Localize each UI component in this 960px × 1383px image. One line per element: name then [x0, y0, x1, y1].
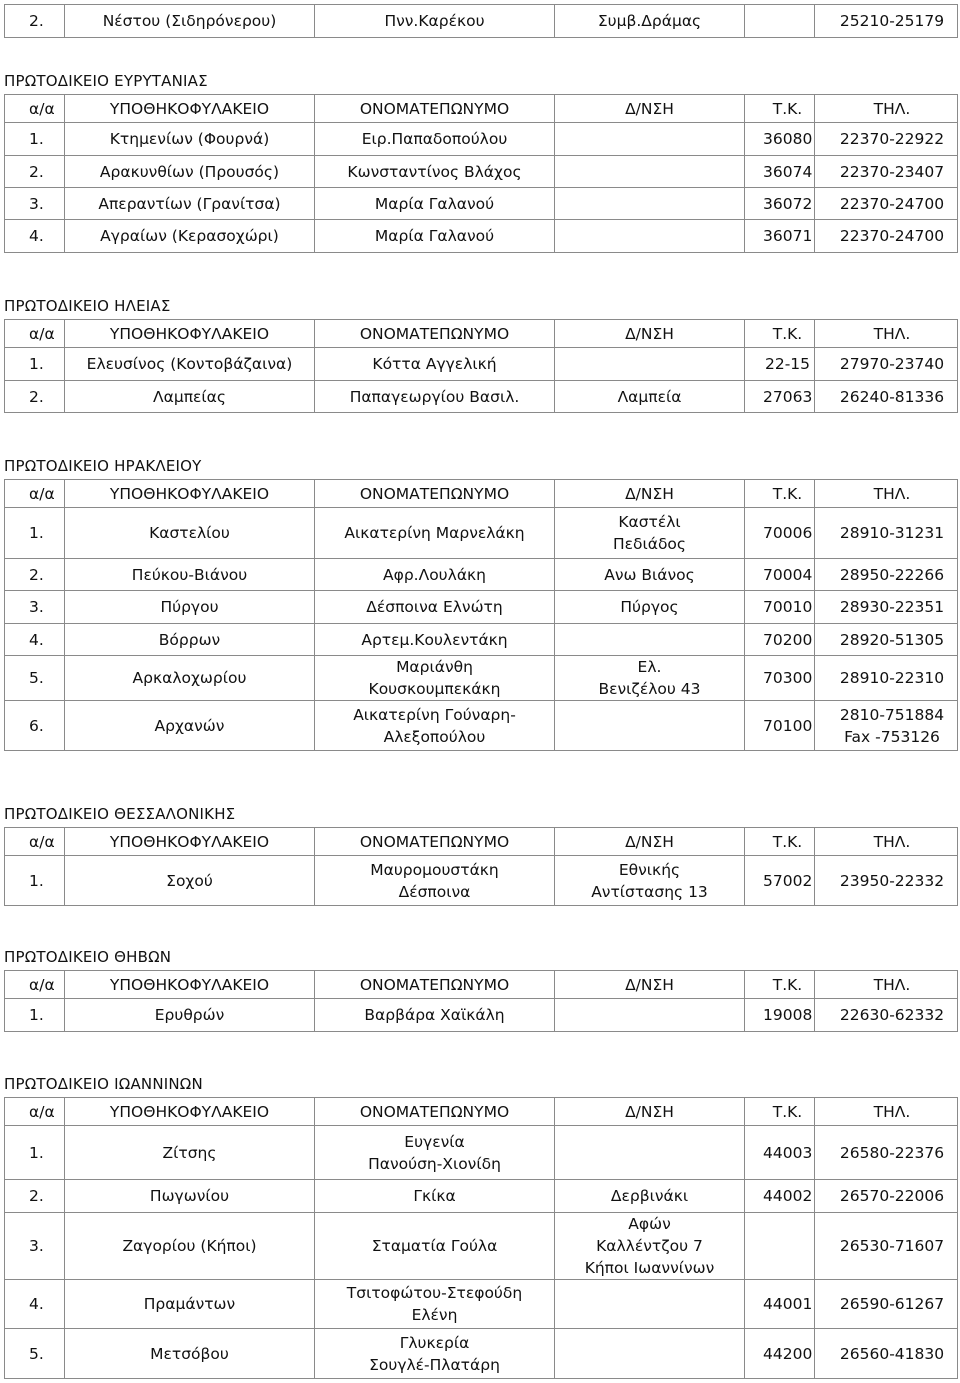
cell-tk: 44002: [745, 1180, 815, 1213]
cell-thl: 2810-751884 Fax -753126: [815, 701, 958, 751]
cell-tk: 70100: [745, 701, 815, 751]
cell-onoma: Μαριάνθη Κουσκουμπεκάκη: [315, 656, 555, 701]
cell-ypoth: Ελευσίνος (Κοντοβάζαινα): [65, 348, 315, 381]
cell-aa: 1.: [5, 123, 65, 156]
table-row: [5, 559, 958, 591]
cell-thl: 28920-51305: [815, 624, 958, 656]
data-table: [4, 1097, 958, 1379]
header-cell-aa: α/α: [5, 971, 65, 999]
cell-dnsh: [555, 123, 745, 156]
header-cell-tk: Τ.Κ.: [745, 320, 815, 348]
cell-tk: 36080: [745, 123, 815, 156]
header-cell-dnsh: Δ/ΝΣΗ: [555, 828, 745, 856]
cell-onoma: Μαυρομουστάκη Δέσποινα: [315, 856, 555, 906]
table-row: [5, 1329, 958, 1379]
cell-onoma: Αικατερίνη Γούναρη- Αλεξοπούλου: [315, 701, 555, 751]
cell-dnsh: Συμβ.Δράμας: [555, 5, 745, 38]
header-cell-tk: Τ.Κ.: [745, 971, 815, 999]
cell-onoma: Σταματία Γούλα: [315, 1213, 555, 1280]
header-cell-onoma: ΟΝΟΜΑΤΕΠΩΝΥΜΟ: [315, 828, 555, 856]
data-table: [4, 827, 958, 906]
header-cell-tk: Τ.Κ.: [745, 828, 815, 856]
cell-aa: 4.: [5, 1280, 65, 1329]
header-row: [5, 1098, 958, 1126]
table-row: [5, 624, 958, 656]
cell-tk: 44003: [745, 1126, 815, 1180]
cell-onoma: Ευγενία Πανούση-Χιονίδη: [315, 1126, 555, 1180]
header-cell-aa: α/α: [5, 1098, 65, 1126]
cell-aa: 3.: [5, 1213, 65, 1280]
cell-dnsh: Πύργος: [555, 591, 745, 624]
cell-aa: 5.: [5, 1329, 65, 1379]
cell-onoma: Ειρ.Παπαδοπούλου: [315, 123, 555, 156]
cell-thl: 22370-22922: [815, 123, 958, 156]
header-cell-dnsh: Δ/ΝΣΗ: [555, 480, 745, 508]
header-row: [5, 828, 958, 856]
data-table: [4, 970, 958, 1032]
cell-tk: 70200: [745, 624, 815, 656]
cell-ypoth: Κτημενίων (Φουρνά): [65, 123, 315, 156]
table-row: [5, 1213, 958, 1280]
table-row: [5, 656, 958, 701]
header-cell-onoma: ΟΝΟΜΑΤΕΠΩΝΥΜΟ: [315, 971, 555, 999]
cell-dnsh: Εθνικής Αντίστασης 13: [555, 856, 745, 906]
header-cell-thl: ΤΗΛ.: [815, 971, 958, 999]
cell-onoma: Μαρία Γαλανού: [315, 220, 555, 253]
table-row: [5, 123, 958, 156]
section-title: ΠΡΩΤΟΔΙΚΕΙΟ ΙΩΑΝΝΙΝΩΝ: [4, 1075, 203, 1093]
table-row: [5, 188, 958, 220]
cell-dnsh: [555, 188, 745, 220]
header-cell-dnsh: Δ/ΝΣΗ: [555, 971, 745, 999]
header-cell-dnsh: Δ/ΝΣΗ: [555, 1098, 745, 1126]
table-row: [5, 1180, 958, 1213]
cell-aa: 3.: [5, 591, 65, 624]
cell-ypoth: Ζαγορίου (Κήποι): [65, 1213, 315, 1280]
cell-onoma: Βαρβάρα Χαϊκάλη: [315, 999, 555, 1032]
table-row: [5, 508, 958, 559]
cell-aa: 4.: [5, 220, 65, 253]
cell-onoma: Αρτεμ.Κουλεντάκη: [315, 624, 555, 656]
cell-tk: 70004: [745, 559, 815, 591]
header-cell-thl: ΤΗΛ.: [815, 320, 958, 348]
cell-ypoth: Αρακυνθίων (Προυσός): [65, 156, 315, 188]
cell-tk: 70300: [745, 656, 815, 701]
table-row: [5, 999, 958, 1032]
cell-aa: 1.: [5, 856, 65, 906]
cell-thl: 28910-22310: [815, 656, 958, 701]
header-cell-onoma: ΟΝΟΜΑΤΕΠΩΝΥΜΟ: [315, 1098, 555, 1126]
cell-ypoth: Ερυθρών: [65, 999, 315, 1032]
cell-thl: 22630-62332: [815, 999, 958, 1032]
cell-aa: 5.: [5, 656, 65, 701]
header-cell-onoma: ΟΝΟΜΑΤΕΠΩΝΥΜΟ: [315, 95, 555, 123]
cell-tk: 57002: [745, 856, 815, 906]
cell-tk: 70006: [745, 508, 815, 559]
cell-thl: 26570-22006: [815, 1180, 958, 1213]
cell-ypoth: Αρχανών: [65, 701, 315, 751]
cell-ypoth: Μετσόβου: [65, 1329, 315, 1379]
table-row: [5, 1280, 958, 1329]
header-cell-thl: ΤΗΛ.: [815, 828, 958, 856]
cell-thl: 22370-24700: [815, 188, 958, 220]
header-cell-aa: α/α: [5, 95, 65, 123]
cell-dnsh: [555, 1126, 745, 1180]
cell-ypoth: Αγραίων (Κερασοχώρι): [65, 220, 315, 253]
cell-thl: 26580-22376: [815, 1126, 958, 1180]
cell-ypoth: Απεραντίων (Γρανίτσα): [65, 188, 315, 220]
section-title: ΠΡΩΤΟΔΙΚΕΙΟ ΕΥΡΥΤΑΝΙΑΣ: [4, 72, 208, 90]
cell-dnsh: Λαμπεία: [555, 381, 745, 413]
cell-dnsh: Ανω Βιάνος: [555, 559, 745, 591]
header-cell-tk: Τ.Κ.: [745, 480, 815, 508]
header-cell-onoma: ΟΝΟΜΑΤΕΠΩΝΥΜΟ: [315, 320, 555, 348]
header-cell-tk: Τ.Κ.: [745, 1098, 815, 1126]
cell-tk: 19008: [745, 999, 815, 1032]
cell-thl: 22370-24700: [815, 220, 958, 253]
cell-ypoth: Ζίτσης: [65, 1126, 315, 1180]
cell-thl: 26530-71607: [815, 1213, 958, 1280]
cell-dnsh: Δερβινάκι: [555, 1180, 745, 1213]
cell-aa: 1.: [5, 508, 65, 559]
cell-thl: 26560-41830: [815, 1329, 958, 1379]
cell-tk: 36072: [745, 188, 815, 220]
cell-dnsh: [555, 1280, 745, 1329]
cell-thl: 23950-22332: [815, 856, 958, 906]
cell-tk: 70010: [745, 591, 815, 624]
header-row: [5, 480, 958, 508]
cell-thl: 27970-23740: [815, 348, 958, 381]
cell-dnsh: [555, 701, 745, 751]
cell-dnsh: [555, 348, 745, 381]
data-table: [4, 479, 958, 751]
cell-aa: 2.: [5, 559, 65, 591]
cell-aa: 6.: [5, 701, 65, 751]
cell-aa: 1.: [5, 999, 65, 1032]
header-cell-aa: α/α: [5, 320, 65, 348]
header-row: [5, 320, 958, 348]
cell-onoma: Γκίκα: [315, 1180, 555, 1213]
cell-dnsh: Ελ. Βενιζέλου 43: [555, 656, 745, 701]
table-row: [5, 856, 958, 906]
header-cell-ypoth: ΥΠΟΘΗΚΟΦΥΛΑΚΕΙΟ: [65, 95, 315, 123]
header-cell-dnsh: Δ/ΝΣΗ: [555, 320, 745, 348]
cell-ypoth: Λαμπείας: [65, 381, 315, 413]
cell-onoma: Μαρία Γαλανού: [315, 188, 555, 220]
table-row: [5, 591, 958, 624]
cell-tk: 27063: [745, 381, 815, 413]
cell-thl: 22370-23407: [815, 156, 958, 188]
header-cell-aa: α/α: [5, 828, 65, 856]
cell-ypoth: Σοχού: [65, 856, 315, 906]
cell-onoma: Δέσποινα Ελνώτη: [315, 591, 555, 624]
header-cell-ypoth: ΥΠΟΘΗΚΟΦΥΛΑΚΕΙΟ: [65, 971, 315, 999]
cell-onoma: Παπαγεωργίου Βασιλ.: [315, 381, 555, 413]
cell-onoma: Αικατερίνη Μαρνελάκη: [315, 508, 555, 559]
header-cell-thl: ΤΗΛ.: [815, 480, 958, 508]
cell-ypoth: Πωγωνίου: [65, 1180, 315, 1213]
header-cell-aa: α/α: [5, 480, 65, 508]
cell-ypoth: Καστελίου: [65, 508, 315, 559]
cell-thl: 28930-22351: [815, 591, 958, 624]
header-row: [5, 971, 958, 999]
header-cell-ypoth: ΥΠΟΘΗΚΟΦΥΛΑΚΕΙΟ: [65, 828, 315, 856]
cell-onoma: Αφρ.Λουλάκη: [315, 559, 555, 591]
cell-onoma: Πνν.Καρέκου: [315, 5, 555, 38]
header-cell-ypoth: ΥΠΟΘΗΚΟΦΥΛΑΚΕΙΟ: [65, 480, 315, 508]
cell-onoma: Τσιτοφώτου-Στεφούδη Ελένη: [315, 1280, 555, 1329]
cell-ypoth: Βόρρων: [65, 624, 315, 656]
cell-thl: 26590-61267: [815, 1280, 958, 1329]
header-cell-ypoth: ΥΠΟΘΗΚΟΦΥΛΑΚΕΙΟ: [65, 1098, 315, 1126]
section-title: ΠΡΩΤΟΔΙΚΕΙΟ ΘΕΣΣΑΛΟΝΙΚΗΣ: [4, 805, 236, 823]
cell-onoma: Κωνσταντίνος Βλάχος: [315, 156, 555, 188]
cell-aa: 1.: [5, 348, 65, 381]
data-table: [4, 94, 958, 253]
table-row: [5, 381, 958, 413]
cell-ypoth: Πεύκου-Βιάνου: [65, 559, 315, 591]
table-row: [5, 220, 958, 253]
data-table: [4, 319, 958, 413]
cell-thl: 28950-22266: [815, 559, 958, 591]
cell-ypoth: Πύργου: [65, 591, 315, 624]
cell-dnsh: [555, 999, 745, 1032]
header-cell-dnsh: Δ/ΝΣΗ: [555, 95, 745, 123]
cell-aa: 1.: [5, 1126, 65, 1180]
cell-aa: 2.: [5, 1180, 65, 1213]
cell-dnsh: Αφών Καλλέντζου 7 Κήποι Ιωαννίνων: [555, 1213, 745, 1280]
cell-aa: 4.: [5, 624, 65, 656]
header-row: [5, 95, 958, 123]
cell-aa: 2.: [5, 156, 65, 188]
cell-tk: [745, 5, 815, 38]
cell-aa: 3.: [5, 188, 65, 220]
cell-ypoth: Νέστου (Σιδηρόνερου): [65, 5, 315, 38]
header-cell-ypoth: ΥΠΟΘΗΚΟΦΥΛΑΚΕΙΟ: [65, 320, 315, 348]
table-row: [5, 156, 958, 188]
cell-dnsh: [555, 624, 745, 656]
header-cell-thl: ΤΗΛ.: [815, 1098, 958, 1126]
cell-tk: 22-15: [745, 348, 815, 381]
cell-aa: 2.: [5, 381, 65, 413]
cell-dnsh: [555, 220, 745, 253]
section-title: ΠΡΩΤΟΔΙΚΕΙΟ ΗΡΑΚΛΕΙΟΥ: [4, 457, 202, 475]
header-cell-onoma: ΟΝΟΜΑΤΕΠΩΝΥΜΟ: [315, 480, 555, 508]
cell-dnsh: Καστέλι Πεδιάδος: [555, 508, 745, 559]
header-cell-tk: Τ.Κ.: [745, 95, 815, 123]
cell-thl: 28910-31231: [815, 508, 958, 559]
cell-tk: 44200: [745, 1329, 815, 1379]
cell-onoma: Γλυκερία Σουγλέ-Πλατάρη: [315, 1329, 555, 1379]
section-title: ΠΡΩΤΟΔΙΚΕΙΟ ΗΛΕΙΑΣ: [4, 297, 171, 315]
cell-aa: 2.: [5, 5, 65, 38]
cell-tk: 36074: [745, 156, 815, 188]
section-title: ΠΡΩΤΟΔΙΚΕΙΟ ΘΗΒΩΝ: [4, 948, 172, 966]
cell-ypoth: Πραμάντων: [65, 1280, 315, 1329]
data-table: [4, 4, 958, 38]
table-row: [5, 701, 958, 751]
cell-onoma: Κόττα Αγγελική: [315, 348, 555, 381]
cell-tk: 36071: [745, 220, 815, 253]
table-row: [5, 5, 958, 38]
table-row: [5, 1126, 958, 1180]
cell-dnsh: [555, 156, 745, 188]
cell-thl: 25210-25179: [815, 5, 958, 38]
table-row: [5, 348, 958, 381]
cell-ypoth: Αρκαλοχωρίου: [65, 656, 315, 701]
cell-tk: 44001: [745, 1280, 815, 1329]
header-cell-thl: ΤΗΛ.: [815, 95, 958, 123]
cell-tk: [745, 1213, 815, 1280]
cell-dnsh: [555, 1329, 745, 1379]
cell-thl: 26240-81336: [815, 381, 958, 413]
